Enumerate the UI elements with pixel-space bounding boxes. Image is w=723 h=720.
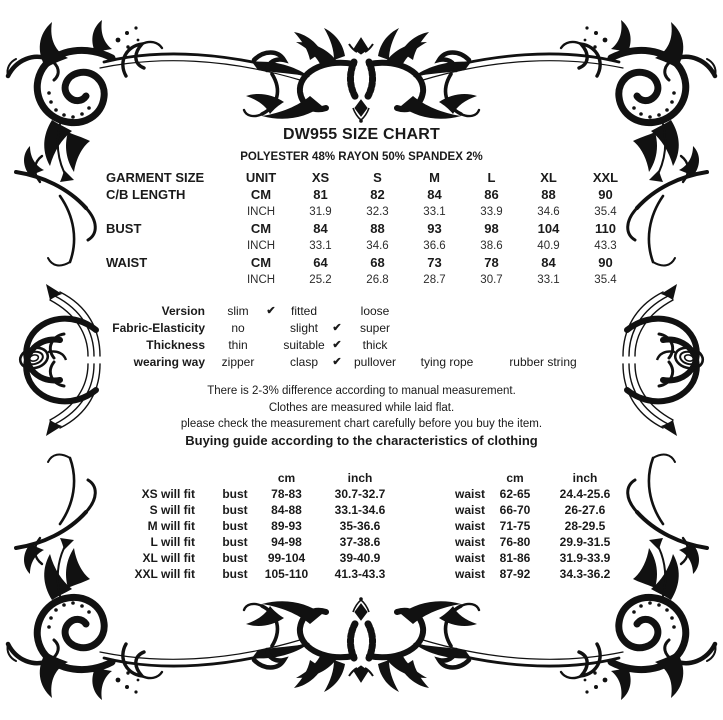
note-line: There is 2-3% difference according to manual measurement. [207,385,516,397]
feature-row-elasticity: Fabric-Elasticity no slight ✔ super [112,320,391,335]
fit-guide-header-row [100,470,625,486]
check-icon: ✔ [332,356,342,368]
table-row: WAIST CM 64 68 73 78 84 90 [106,255,613,270]
check-icon: ✔ [332,339,342,351]
column-header-xxl: XXL [592,170,619,185]
column-header-l: L [487,170,496,185]
note-line: Clothes are measured while laid flat. [268,401,455,414]
fit-guide-row-xl: XL will fit bust 99-104 39-40.9 waist 81-86 31.9-33.9 [142,551,611,565]
fit-guide-row-s: S will fit bust 84-88 33.1-34.6 waist 66-70 26-27.6 [149,503,606,517]
table-row: INCH 33.1 34.6 36.6 38.6 40.9 43.3 [246,239,617,252]
table-row: C/B LENGTH CM 81 82 84 86 88 90 [106,187,613,202]
fit-guide-table [100,470,625,582]
column-header-cm: cm [506,471,524,485]
table-row: INCH 31.9 32.3 33.1 33.9 34.6 35.4 [246,205,617,218]
check-icon: ✔ [266,305,276,317]
buying-guide-heading: Buying guide according to the characteristics of clothing [185,433,538,448]
page-title: DW955 SIZE CHART [283,126,440,143]
feature-row-version: Version slim ✔ fitted loose [161,303,390,318]
fit-guide-row-xxl: XXL will fit bust 105-110 41.3-43.3 waist 87-92 34.3-36.2 [134,567,611,581]
feature-row-thickness: Thickness thin suitable ✔ thick [146,337,388,352]
table-row: BUST CM 84 88 93 98 104 110 [106,221,616,236]
column-header-unit: UNIT [245,170,277,185]
measurement-notes [0,383,723,433]
feature-row-wearing-way: wearing way zipper clasp ✔ pullover tying rope rubber string [133,354,577,369]
fit-guide-row-l: L will fit bust 94-98 37-38.6 waist 76-80 29.9-31.5 [150,535,611,549]
column-header-garment-size: GARMENT SIZE [106,170,205,185]
column-header-xl: XL [540,170,557,185]
fabric-composition: POLYESTER 48% RAYON 50% SPANDEX 2% [240,151,483,163]
column-header-inch: inch [347,471,373,485]
column-header-cm: cm [277,471,296,485]
size-chart-table [100,169,634,288]
column-header-inch: inch [572,471,598,485]
size-chart-header-row [100,169,634,186]
feature-table [100,302,595,370]
column-header-s: S [373,170,382,185]
fit-guide-row-xs: XS will fit bust 78-83 30.7-32.7 waist 62-65 24.4-25.6 [141,487,611,501]
table-row: INCH 25.2 26.8 28.7 30.7 33.1 35.4 [246,273,617,286]
check-icon: ✔ [332,322,342,334]
column-header-m: M [429,170,440,185]
column-header-xs: XS [311,170,330,185]
note-line: please check the measurement chart carefully before you buy the item. [180,418,543,430]
fit-guide-row-m: M will fit bust 89-93 35-36.6 waist 71-75 28-29.5 [147,519,606,533]
